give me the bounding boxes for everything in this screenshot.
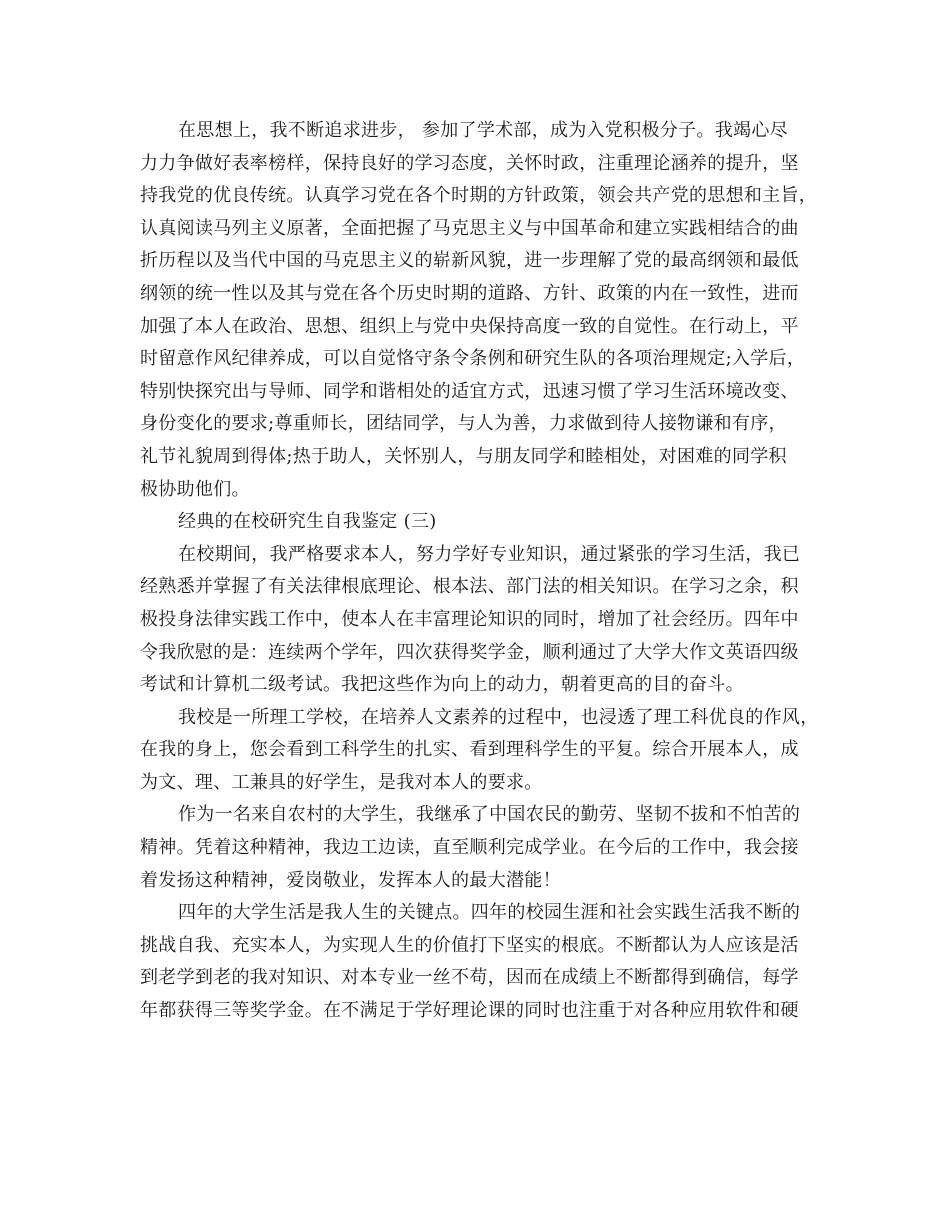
document-body <box>140 115 820 1028</box>
text-line: 我校是一所理工学校，在培养人文素养的过程中，也浸透了理工科优良的作风， <box>178 706 819 728</box>
text-line: 折历程以及当代中国的马克思主义的崭新风貌，进一步理解了党的最高纲领和最低 <box>140 250 799 272</box>
text-line: 极投身法律实践工作中，使本人在丰富理论知识的同时，增加了社会经历。四年中 <box>140 608 799 630</box>
text-line: 年都获得三等奖学金。在不满足于学好理论课的同时也注重于对各种应用软件和硬 <box>140 1000 799 1022</box>
text-line: 经熟悉并掌握了有关法律根底理论、根本法、部门法的相关知识。在学习之余，积 <box>140 576 799 598</box>
text-line: 在我的身上，您会看到工科学生的扎实、看到理科学生的平复。综合开展本人，成 <box>140 739 799 761</box>
text-line: 考试和计算机二级考试。我把这些作为向上的动力，朝着更高的目的奋斗。 <box>140 674 744 696</box>
text-line: 在思想上，我不断追求进步， 参加了学术部，成为入党积极分子。我竭心尽 <box>178 120 788 141</box>
text-line: 时留意作风纪律养成，可以自觉恪守条令条例和研究生队的各项治理规定;入学后， <box>140 348 806 370</box>
text-line: 着发扬这种精神，爱岗敬业，发挥本人的最大潜能！ <box>140 869 561 891</box>
text-line: 礼节礼貌周到得体;热于助人，关怀别人，与朋友同学和睦相处，对困难的同学积 <box>140 445 787 467</box>
text-line: 特别快探究出与导师、同学和谐相处的适宜方式，迅速习惯了学习生活环境改变、 <box>140 380 799 402</box>
text-line: 四年的大学生活是我人生的关键点。四年的校园生涯和社会实践生活我不断的 <box>178 902 801 924</box>
text-line: 持我党的优良传统。认真学习党在各个时期的方针政策，领会共产党的思想和主旨， <box>140 185 818 207</box>
text-line: 纲领的统一性以及其与党在各个历史时期的道路、方针、政策的内在一致性，进而 <box>140 282 799 304</box>
text-line: 到老学到老的我对知识、对本专业一丝不苟，因而在成绩上不断都得到确信，每学 <box>140 967 799 989</box>
text-line: 认真阅读马列主义原著，全面把握了马克思主义与中国革命和建立实践相结合的曲 <box>140 217 799 239</box>
section-heading: 经典的在校研究生自我鉴定 (三) <box>178 511 437 533</box>
text-line: 在校期间，我严格要求本人，努力学好专业知识，通过紧张的学习生活，我已 <box>178 543 801 565</box>
text-line: 身份变化的要求;尊重师长，团结同学，与人为善，力求做到待人接物谦和有序， <box>140 413 787 435</box>
text-line: 力力争做好表率榜样，保持良好的学习态度，关怀时政，注重理论涵养的提升，坚 <box>140 152 799 174</box>
text-line: 作为一名来自农村的大学生，我继承了中国农民的勤劳、坚韧不拔和不怕苦的 <box>178 804 801 826</box>
text-line: 加强了本人在政治、思想、组织上与党中央保持高度一致的自觉性。在行动上，平 <box>140 315 799 337</box>
text-line: 精神。凭着这种精神，我边工边读，直至顺利完成学业。在今后的工作中，我会接 <box>140 837 799 859</box>
text-line: 极协助他们。 <box>140 478 250 500</box>
text-line: 挑战自我、充实本人，为实现人生的价值打下坚实的根底。不断都认为人应该是活 <box>140 934 799 956</box>
text-line: 为文、理、工兼具的好学生，是我对本人的要求。 <box>140 771 543 793</box>
text-line: 令我欣慰的是：连续两个学年，四次获得奖学金，顺利通过了大学大作文英语四级 <box>140 641 799 663</box>
